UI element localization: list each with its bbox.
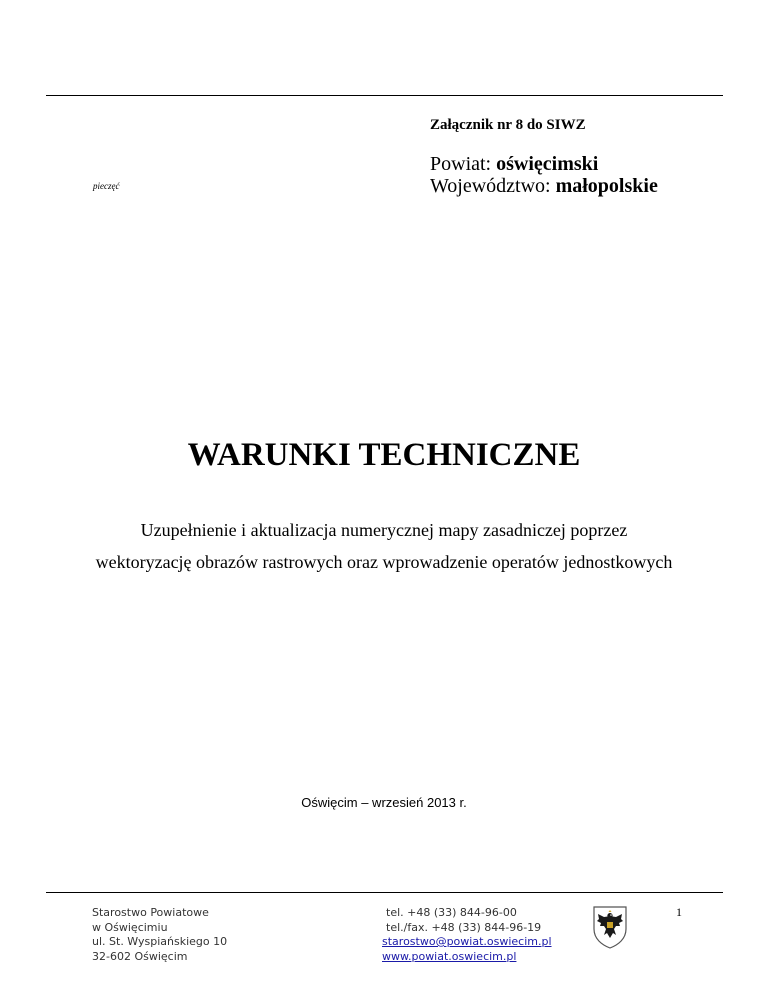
header-rule <box>46 95 723 96</box>
region-block <box>430 153 658 197</box>
address-line-street: ul. St. Wyspiańskiego 10 <box>92 935 228 948</box>
county-label: Powiat: <box>430 153 492 175</box>
footer-fax: tel./fax. +48 (33) 844-96-19 <box>386 920 542 934</box>
subtitle-line-1: Uzupełnienie i aktualizacja numerycznej mapy zasadniczej poprzez <box>140 520 628 540</box>
address-line-office: Starostwo Powiatowe <box>92 906 209 919</box>
footer-phone: tel. +48 (33) 844-96-00 <box>386 906 517 919</box>
voivodeship-label: Województwo: <box>430 175 551 197</box>
footer-contact <box>382 906 552 964</box>
county-line <box>430 153 658 175</box>
address-line-city: w Oświęcimiu <box>92 920 168 934</box>
voivodeship-value: małopolskie <box>555 175 658 197</box>
voivodeship-line <box>430 175 658 197</box>
footer-rule <box>46 892 723 893</box>
subtitle-line-2: wektoryzację obrazów rastrowych oraz wprowadzenie operatów jednostkowych <box>95 552 673 572</box>
document-title: WARUNKI TECHNICZNE <box>187 437 581 473</box>
eagle-coat-of-arms-icon <box>592 905 628 949</box>
attachment-label: Załącznik nr 8 do SIWZ <box>430 117 586 133</box>
place-and-date: Oświęcim – wrzesień 2013 r. <box>301 795 467 810</box>
footer-email-link[interactable]: starostwo@powiat.oswiecim.pl <box>382 935 552 948</box>
address-line-postal: 32-602 Oświęcim <box>92 949 188 963</box>
county-value: oświęcimski <box>496 153 599 175</box>
footer-website-link[interactable]: www.powiat.oswiecim.pl <box>382 949 517 963</box>
document-subtitle <box>0 514 768 578</box>
footer-address <box>92 906 227 964</box>
stamp-placeholder-label: pieczęć <box>93 181 120 191</box>
page-number: 1 <box>676 905 682 919</box>
